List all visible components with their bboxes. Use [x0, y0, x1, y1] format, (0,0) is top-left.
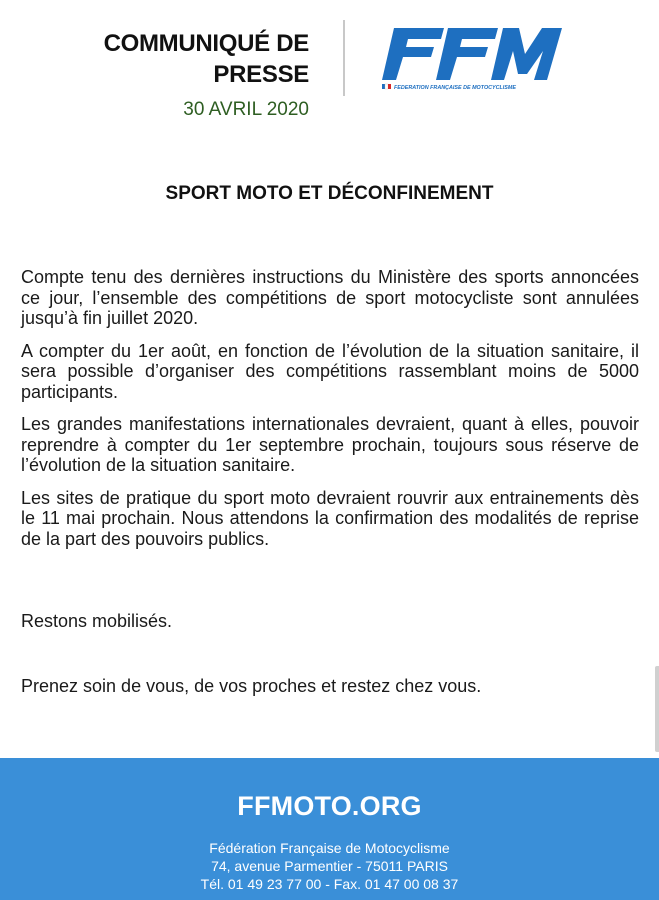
- press-header: [0, 0, 659, 130]
- logo-subtitle: FEDERATION FRANÇAISE DE MOTOCYCLISME: [394, 85, 516, 91]
- body-paragraph-1: Compte tenu des dernières instructions du Ministère des sports annoncées ce jour, l’ensemble des compétitions de sport motocycliste sont annulées jusqu’à fin juillet 2020.: [21, 267, 639, 328]
- scrollbar[interactable]: [655, 666, 659, 752]
- press-release-label-line2: PRESSE: [213, 61, 309, 88]
- press-release-label-line1: COMMUNIQUÉ DE: [103, 30, 309, 57]
- footer-banner: [0, 758, 659, 900]
- press-release-label: [104, 28, 309, 90]
- body-paragraph-3: Les grandes manifestations internationales devraient, quant à elles, pouvoir reprendre à compter du 1er septembre prochain, toujours sous réserve de l’évolution de la situation sanitaire.: [21, 414, 639, 475]
- ffm-logo: [372, 24, 572, 96]
- release-date: 30 AVRIL 2020: [183, 99, 309, 120]
- document-body: [21, 267, 639, 561]
- body-paragraph-2: A compter du 1er août, en fonction de l’évolution de la situation sanitaire, il sera possible d’organiser des compétitions rassemblant moins de 5000 participants.: [21, 340, 639, 402]
- footer-phone: Tél. 01 49 23 77 00 - Fax. 01 47 00 08 37: [200, 876, 459, 892]
- closing-line-1: Restons mobilisés.: [21, 611, 173, 631]
- footer-org-name: Fédération Française de Motocyclisme: [209, 840, 450, 856]
- closing-line-2: Prenez soin de vous, de vos proches et restez chez vous.: [21, 676, 482, 696]
- footer-address: 74, avenue Parmentier - 75011 PARIS: [211, 858, 448, 874]
- footer-website[interactable]: FFMOTO.ORG: [237, 791, 422, 821]
- body-paragraph-4: Les sites de pratique du sport moto devraient rouvrir aux entrainements dès le 11 mai prochain. Nous attendons la confirmation des modalités de reprise de la part des pouvoirs publics.: [21, 487, 639, 549]
- document-title: SPORT MOTO ET DÉCONFINEMENT: [165, 183, 494, 204]
- header-divider: [343, 20, 345, 96]
